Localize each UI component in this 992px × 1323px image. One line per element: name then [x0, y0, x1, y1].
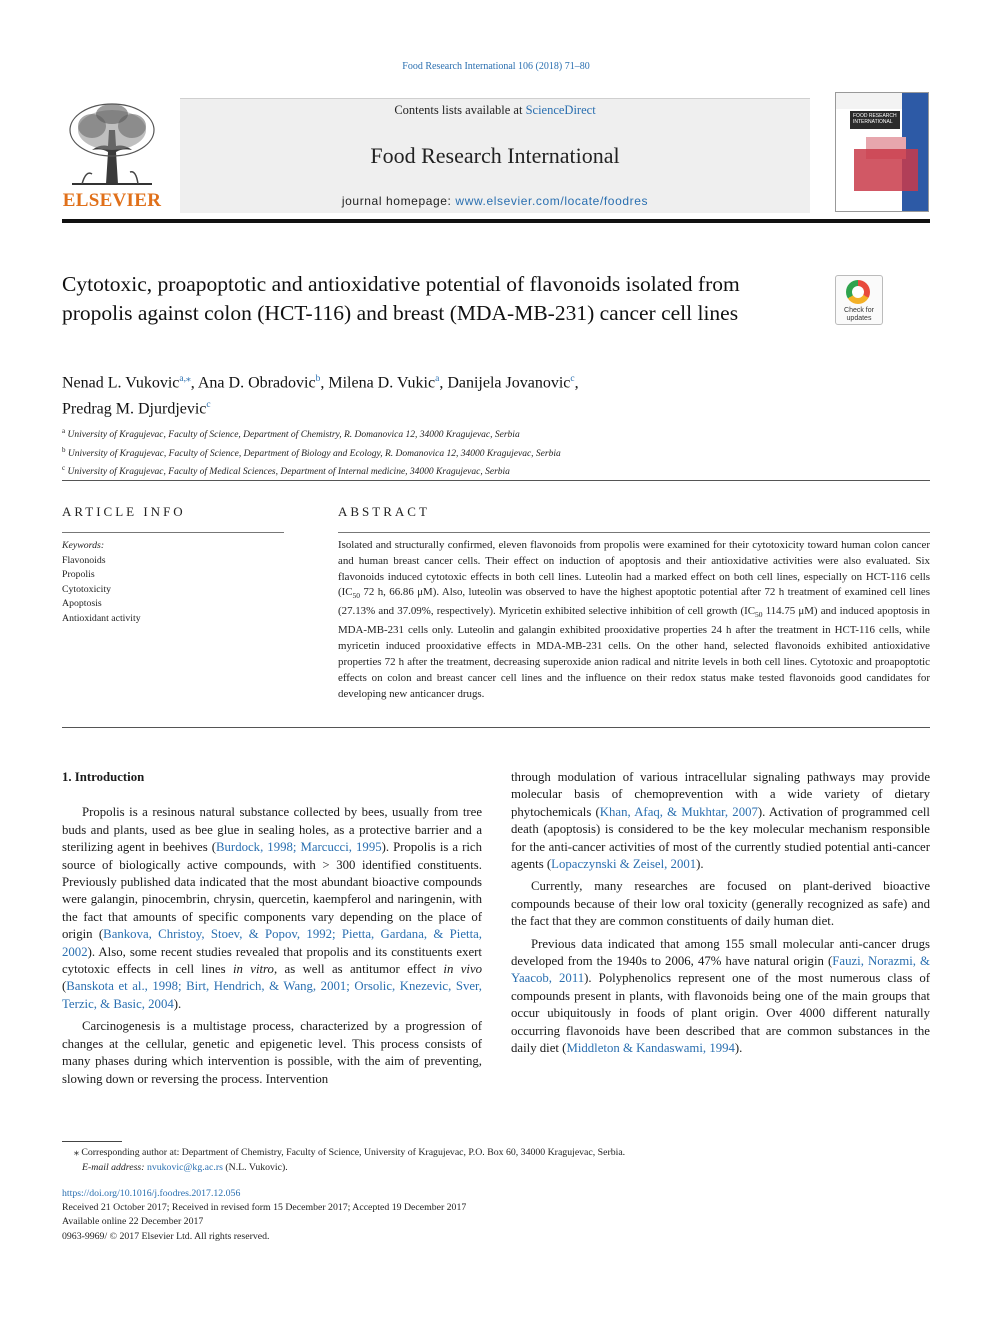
journal-title: Food Research International	[370, 143, 620, 168]
homepage-link[interactable]: www.elsevier.com/locate/foodres	[455, 194, 649, 208]
affiliation-item	[62, 424, 922, 443]
corresponding-author-text: Corresponding author at: Department of Chemistry, Faculty of Science, University of Kragujevac, P.O. Box 60, 34000 Kragujevac, Serbia.	[78, 1147, 626, 1158]
abstract-part: Isolated and structurally confirmed, eleven flavonoids from propolis were examined for their cytotoxicity toward human colon cancer and human breast cancer cells. Their effect on induction of apoptosis and their antioxidative activities were also evaluated. Six flavonoids induced cytotoxic effects in both cell lines. Luteolin had a marked effect on both cell lines, especially on HCT-116 cells (IC	[338, 539, 930, 599]
abstract-part: 72 h, 66.86 μM). Also, luteolin was observed to have the highest apoptotic potential after 72 h treatment of examined cell lines (27.13% and 37.09%, respectively). Myricetin exhibited selective inhibition of cell growth (IC	[338, 586, 930, 618]
body-column-left	[62, 769, 482, 1093]
author-separator: ,	[190, 374, 198, 392]
corresponding-author-footnote	[62, 1145, 922, 1175]
available-online-date: Available online 22 December 2017	[62, 1216, 204, 1228]
homepage-prefix: journal homepage:	[341, 194, 456, 208]
author-affiliation-mark[interactable]: b	[315, 374, 321, 384]
journal-masthead	[180, 98, 810, 213]
author-separator: ,	[439, 374, 448, 392]
affiliation-text: University of Kragujevac, Faculty of Medical Sciences, Department of Internal medicine, 34000 Kragujevac, Serbia	[67, 467, 510, 478]
sciencedirect-link[interactable]: ScienceDirect	[525, 103, 596, 117]
text-run: Previous data indicated that among 155 small molecular anti-cancer drugs developed from the 1940s to 2006, 47% have natural origin (	[511, 936, 930, 969]
text-run: ). Propolis is a rich source of biologically active compounds, with > 300 identified constituents. Previously published data indicated that the most abundant bioactive compounds were galangin, pinocembrin, chrysin, quercetin, kaempferol and naringenin, with the fact that amounts of specific components vary depending on the place of origin (	[62, 840, 482, 942]
author-list	[62, 368, 842, 421]
elsevier-logo	[62, 100, 162, 212]
affiliation-text: University of Kragujevac, Faculty of Science, Department of Chemistry, R. Domanovica 12, 34000 Kragujevac, Serbia	[67, 430, 520, 441]
citation-link[interactable]: Lopaczynski & Zeisel, 2001	[551, 857, 697, 872]
cover-title: FOOD RESEARCH INTERNATIONAL	[850, 111, 900, 129]
author-name[interactable]: Predrag M. Djurdjevic	[62, 400, 207, 418]
journal-cover-thumbnail[interactable]	[835, 92, 929, 212]
author-affiliation-mark[interactable]: a	[435, 374, 440, 384]
email-link[interactable]: nvukovic@kg.ac.rs	[146, 1162, 223, 1173]
paragraph	[511, 936, 930, 1058]
received-dates: Received 21 October 2017; Received in revised form 15 December 2017; Accepted 19 December 2017	[62, 1202, 467, 1214]
affiliation-item	[62, 461, 922, 480]
abstract-text	[338, 538, 930, 702]
text-run: ). Activation of programmed cell death (apoptosis) is considered to be the key molecular mechanism responsible for the anti-cancer activities of most of the currently studied potential anti-cancer agents (	[511, 804, 930, 872]
author-name[interactable]: Nenad L. Vukovic	[62, 374, 180, 392]
paragraph	[62, 804, 482, 1013]
check-for-updates-badge[interactable]	[835, 275, 883, 325]
footnote-divider	[62, 1141, 122, 1142]
paragraph: Carcinogenesis is a multistage process, characterized by a progression of changes at the cellular, genetic and epigenetic level. This process consists of many phases during which intervention is possible, with the aim of preventing, slowing down or reversing the process. Intervention	[62, 1019, 482, 1086]
keywords-label: Keywords:	[62, 540, 105, 551]
affiliation-text: University of Kragujevac, Faculty of Science, Department of Biology and Ecology, R. Domanovica 12, 34000 Kragujevac, Serbia	[67, 448, 561, 459]
keyword-item: Flavonoids	[62, 554, 106, 566]
article-info-heading: ARTICLE INFO	[62, 504, 186, 519]
italic-term: in vivo	[443, 962, 483, 977]
elsevier-wordmark: ELSEVIER	[62, 190, 162, 211]
text-run: Propolis is a resinous natural substance collected by bees, usually from tree buds and plants, used as bee glue in sealing holes, as a protective barrier and a sterilizing agent in beehives (	[62, 805, 482, 855]
keyword-item: Antioxidant activity	[62, 612, 141, 624]
keywords-block	[62, 539, 284, 626]
author-affiliation-mark[interactable]: a,⁎	[179, 374, 191, 384]
citation-link[interactable]: Bankova, Christoy, Stoev, & Popov, 1992; Pietta, Gardana, & Pietta, 2002	[62, 927, 483, 959]
text-run: ).	[734, 1041, 743, 1056]
divider	[62, 727, 930, 728]
copyright-line: 0963-9969/ © 2017 Elsevier Ltd. All rights reserved.	[62, 1230, 270, 1242]
citation-link[interactable]: Middleton & Kandaswami, 1994	[566, 1041, 735, 1056]
affiliation-mark: a	[62, 427, 66, 435]
contents-line	[180, 103, 810, 118]
author-separator: ,	[574, 374, 579, 392]
citation-link[interactable]: Burdock, 1998; Marcucci, 1995	[216, 840, 382, 855]
author-affiliation-mark[interactable]: c	[206, 400, 211, 411]
doi-link[interactable]: https://doi.org/10.1016/j.foodres.2017.12.056	[62, 1188, 241, 1199]
subscript: 50	[352, 591, 361, 601]
text-run: ). Polyphenolics represent one of the most numerous class of compounds present in plants, with flavonoids being one of the main groups that occur ubiquitously in foods of plant origin. Over 4000 different naturally occurring flavonoids have been described that are common substances in the daily diet (	[511, 971, 930, 1056]
email-suffix: (N.L. Vukovic).	[222, 1162, 288, 1173]
author-separator: ,	[320, 374, 329, 392]
body-column-right	[511, 769, 930, 1063]
affiliation-item	[62, 443, 922, 462]
affiliation-mark: b	[62, 445, 66, 454]
citation-link[interactable]: Banskota et al., 1998; Birt, Hendrich, & Wang, 2001; Orsolic, Knezevic, Sver, Terzic, & Basic, 2004	[62, 979, 482, 1011]
keyword-item: Propolis	[62, 569, 95, 580]
footnote-mark: ⁎	[74, 1147, 79, 1158]
paragraph: Currently, many researches are focused on plant-derived bioactive compounds because of their low oral toxicity (generally recognized as safe) and the fact that they are common constituents of daily human diet.	[511, 879, 930, 929]
publication-info	[62, 1187, 922, 1244]
abstract-heading: ABSTRACT	[338, 504, 430, 519]
journal-citation[interactable]: Food Research International 106 (2018) 71–80	[402, 61, 590, 72]
abstract-part: 114.75 μM) and induced apoptosis in MDA-MB-231 cells only. Luteolin and galangin exhibited prooxidative properties 24 h after the treatment in HCT-116 cells, while myricetin induced prooxidative effects in MDA-MB-231 cells. On the other hand, selected flavonoids exhibited antioxidative properties 72 h after the treatment, decreasing superoxide anion radical and nitrite levels in both cell lines. Cytotoxic and proapoptotic effects on colon and breast cancer cell lines and the influence on their redox status make tested flavonoids good candidates for developing new anticancer drugs.	[338, 605, 930, 700]
text-run: through modulation of various intracellular signaling pathways may provide molecular basis of chemoprevention with a wide variety of dietary phytochemicals (	[511, 770, 930, 819]
section-heading-introduction: 1. Introduction	[62, 770, 145, 784]
divider	[338, 532, 930, 533]
affiliations	[62, 424, 922, 480]
journal-homepage	[180, 194, 810, 208]
paragraph	[511, 769, 930, 873]
text-run: ).	[696, 857, 704, 872]
keyword-item: Apoptosis	[62, 598, 102, 609]
citation-link[interactable]: Fauzi, Norazmi, & Yaacob, 2011	[511, 954, 930, 986]
header-divider	[62, 219, 930, 223]
text-run: (	[62, 979, 67, 994]
divider	[62, 480, 930, 481]
affiliation-mark: c	[62, 464, 66, 473]
text-run: ). Also, some recent studies revealed that propolis and its constituents exert cytotoxic effects in cell lines	[62, 944, 482, 977]
crossmark-label: Check for updates	[844, 307, 874, 322]
subscript: 50	[755, 610, 763, 620]
citation-link[interactable]: Khan, Afaq, & Mukhtar, 2007	[599, 804, 758, 819]
email-label: E-mail address:	[82, 1162, 147, 1173]
author-name[interactable]: Milena D. Vukic	[328, 374, 436, 392]
elsevier-tree-icon	[62, 100, 162, 186]
divider	[62, 532, 284, 533]
author-name[interactable]: Ana D. Obradovic	[197, 374, 316, 392]
contents-prefix: Contents lists available at	[394, 103, 526, 117]
author-affiliation-mark[interactable]: c	[570, 374, 575, 384]
text-run: ).	[173, 996, 182, 1011]
text-run: , as well as antitumor effect	[273, 962, 444, 977]
keyword-item: Cytotoxicity	[62, 583, 111, 595]
article-title: Cytotoxic, proapoptotic and antioxidative potential of flavonoids isolated from propolis against colon (HCT-116) and breast (MDA-MB-231) cancer cell lines	[62, 272, 740, 325]
author-name[interactable]: Danijela Jovanovic	[447, 374, 571, 392]
italic-term: in vitro	[232, 962, 274, 977]
